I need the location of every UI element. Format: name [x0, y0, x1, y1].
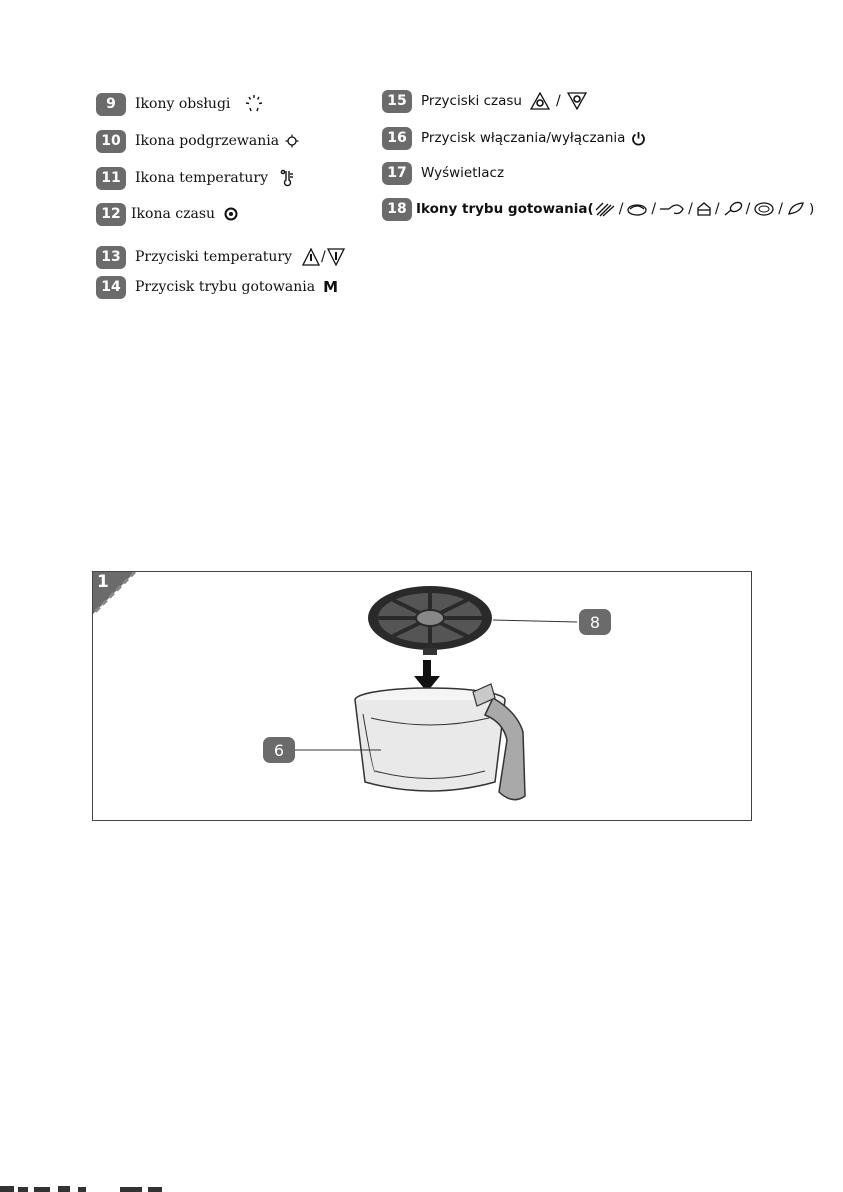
steak-icon — [626, 201, 648, 217]
down-arrow — [414, 660, 440, 692]
mode-close-paren: ) — [809, 201, 815, 217]
legend-badge: 10 — [96, 130, 126, 153]
pizza-icon — [753, 201, 775, 217]
cooking-mode-icons — [594, 201, 815, 217]
legend-badge: 16 — [382, 127, 412, 150]
separator: / — [778, 201, 783, 217]
legend-item-15 — [382, 89, 587, 113]
shrimp-icon — [659, 201, 685, 217]
separator: / — [321, 249, 326, 265]
legend-item-10 — [96, 129, 299, 153]
legend-label: Przycisk włączania/wyłączania — [421, 130, 626, 146]
separator: / — [651, 201, 657, 217]
legend-item-12 — [96, 202, 238, 226]
legend-label: Ikony trybu gotowania( — [416, 201, 594, 217]
legend-label: Przycisk trybu gotowania — [135, 279, 316, 295]
temperature-icon — [280, 169, 296, 187]
legend-badge: 18 — [382, 198, 412, 221]
callout-grill: 8 — [579, 609, 611, 635]
legend-label: Ikona czasu — [131, 206, 216, 222]
legend-label: Ikona temperatury — [135, 170, 268, 186]
legend-item-16 — [382, 126, 646, 150]
mode-m-icon: M — [323, 278, 339, 296]
legend-badge: 9 — [96, 93, 126, 116]
legend-item-11 — [96, 166, 296, 190]
legend-badge: 15 — [382, 90, 412, 113]
separator: / — [745, 201, 751, 217]
time-up-button-icon — [530, 92, 550, 110]
drumstick-icon — [723, 201, 743, 217]
legend-item-17 — [382, 161, 504, 185]
separator: / — [618, 201, 624, 217]
legend-badge: 14 — [96, 276, 126, 299]
legend-item-13 — [96, 245, 345, 269]
legend-label: Przyciski temperatury — [135, 249, 293, 265]
legend-label: Przyciski czasu — [421, 93, 522, 109]
legend-item-9 — [96, 92, 266, 116]
separator: / — [688, 201, 693, 217]
legend-badge: 12 — [96, 203, 126, 226]
legend-label: Ikona podgrzewania — [135, 133, 280, 149]
cutoff-footer-text — [0, 1184, 190, 1192]
time-down-button-icon — [567, 92, 587, 110]
grill-plate — [368, 586, 492, 655]
cake-icon — [696, 201, 712, 217]
figure-number: 1 — [97, 572, 109, 592]
legend-label: Ikony obsługi — [135, 96, 231, 112]
timer-icon — [224, 207, 238, 221]
sparkle-service-icon — [242, 94, 266, 114]
legend-badge: 13 — [96, 246, 126, 269]
power-icon — [631, 131, 646, 146]
preheat-icon — [285, 134, 299, 148]
legend-badge: 17 — [382, 162, 412, 185]
legend-label: Wyświetlacz — [421, 165, 505, 181]
legend-item-14 — [96, 275, 338, 299]
temp-up-button-icon — [302, 248, 320, 266]
fries-icon — [594, 201, 616, 217]
fish-icon — [786, 201, 806, 217]
callout-basket: 6 — [263, 737, 295, 763]
temp-down-button-icon — [327, 248, 345, 266]
separator: / — [555, 93, 561, 109]
legend-item-18 — [382, 197, 814, 221]
basket — [355, 684, 525, 800]
figure-1 — [92, 571, 752, 821]
airfryer-illustration — [93, 572, 752, 821]
legend-badge: 11 — [96, 167, 126, 190]
separator: / — [714, 201, 720, 217]
